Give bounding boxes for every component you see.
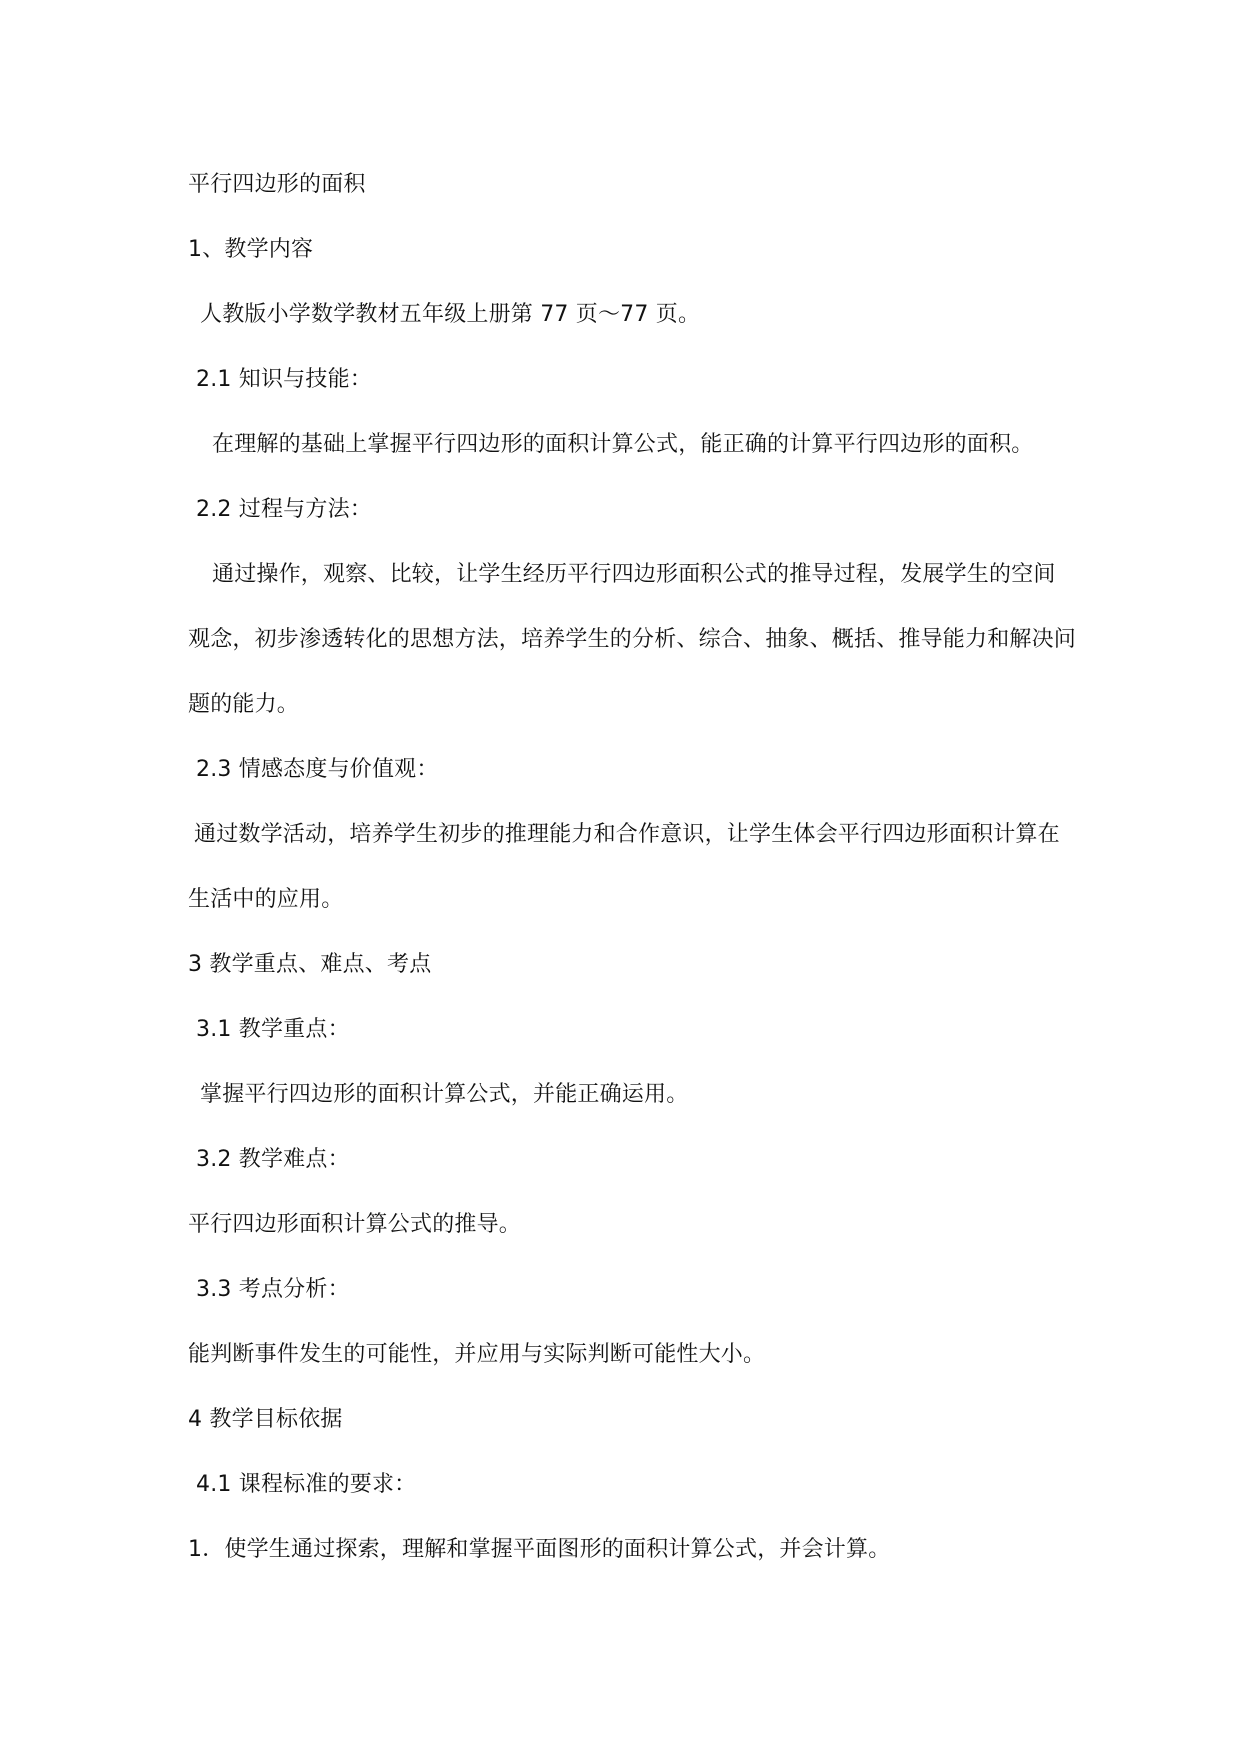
section-paragraph: 1．使学生通过探索，理解和掌握平面图形的面积计算公式，并会计算。: [188, 1537, 891, 1562]
subsection-heading: 2.2 过程与方法：: [196, 497, 372, 522]
section-paragraph: 观念，初步渗透转化的思想方法，培养学生的分析、综合、抽象、概括、推导能力和解决问: [188, 627, 1077, 652]
subsection-heading: 3.3 考点分析：: [196, 1277, 350, 1302]
document-title: 平行四边形的面积: [188, 172, 366, 197]
section-heading: 3 教学重点、难点、考点: [188, 952, 432, 977]
subsection-heading: 3.2 教学难点：: [196, 1147, 350, 1172]
subsection-heading: 2.3 情感态度与价值观：: [196, 757, 439, 782]
subsection-heading: 2.1 知识与技能：: [196, 367, 372, 392]
section-paragraph: 人教版小学数学教材五年级上册第 77 页～77 页。: [200, 302, 701, 327]
section-heading: 1、教学内容: [188, 237, 314, 262]
subsection-heading: 4.1 课程标准的要求：: [196, 1472, 417, 1497]
section-paragraph: 平行四边形面积计算公式的推导。: [188, 1212, 522, 1237]
section-paragraph: 掌握平行四边形的面积计算公式，并能正确运用。: [200, 1082, 689, 1107]
section-paragraph: 通过操作，观察、比较，让学生经历平行四边形面积公式的推导过程，发展学生的空间: [212, 562, 1056, 587]
section-paragraph: 题的能力。: [188, 692, 300, 717]
section-heading: 4 教学目标依据: [188, 1407, 343, 1432]
subsection-heading: 3.1 教学重点：: [196, 1017, 350, 1042]
section-paragraph: 在理解的基础上掌握平行四边形的面积计算公式，能正确的计算平行四边形的面积。: [212, 432, 1034, 457]
section-paragraph: 能判断事件发生的可能性，并应用与实际判断可能性大小。: [188, 1342, 766, 1367]
section-paragraph: 生活中的应用。: [188, 887, 344, 912]
section-paragraph: 通过数学活动，培养学生初步的推理能力和合作意识，让学生体会平行四边形面积计算在: [194, 822, 1060, 847]
